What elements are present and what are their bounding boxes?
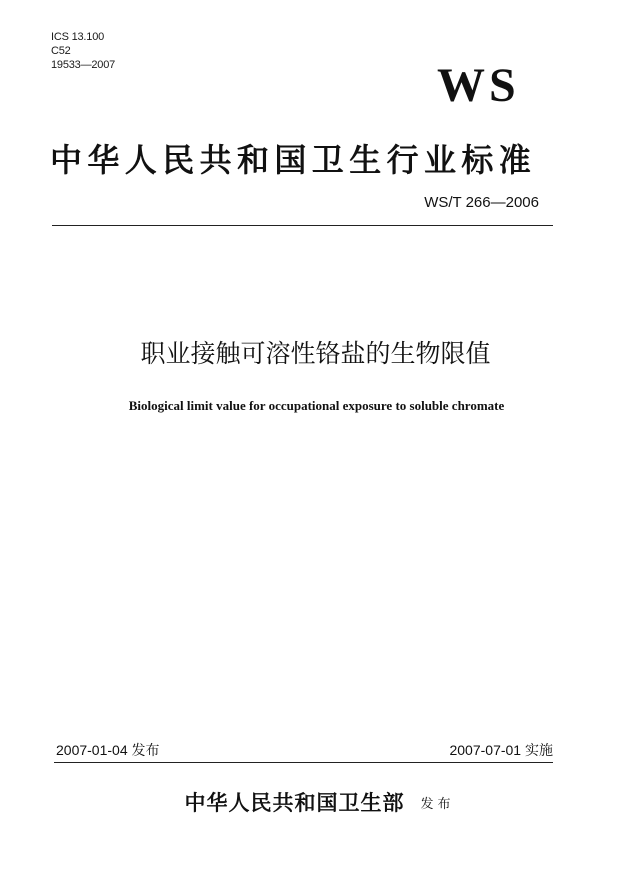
publish-date: 2007-01-04 发布 — [56, 742, 160, 758]
implementation-date: 2007-07-01 实施 — [449, 742, 553, 758]
footer-divider — [54, 762, 553, 763]
header-divider — [52, 225, 553, 226]
ws-logo: WS — [437, 59, 520, 112]
standard-number: WS/T 266—2006 — [424, 194, 539, 211]
document-title-english: Biological limit value for occupational exposure to soluble chromate — [128, 398, 505, 413]
issuer-line — [0, 788, 629, 820]
issuer-name: 中华人民共和国卫生部 — [184, 790, 405, 815]
ccs-code: C52 — [51, 45, 71, 57]
issuer-action: 发布 — [420, 797, 455, 812]
ics-code: ICS 13.100 — [51, 31, 105, 43]
document-title-chinese: 职业接触可溶性铬盐的生物限值 — [140, 339, 491, 368]
standard-category-title: 中华人民共和国卫生行业标准 — [50, 141, 537, 179]
filing-number: 19533—2007 — [51, 59, 116, 71]
